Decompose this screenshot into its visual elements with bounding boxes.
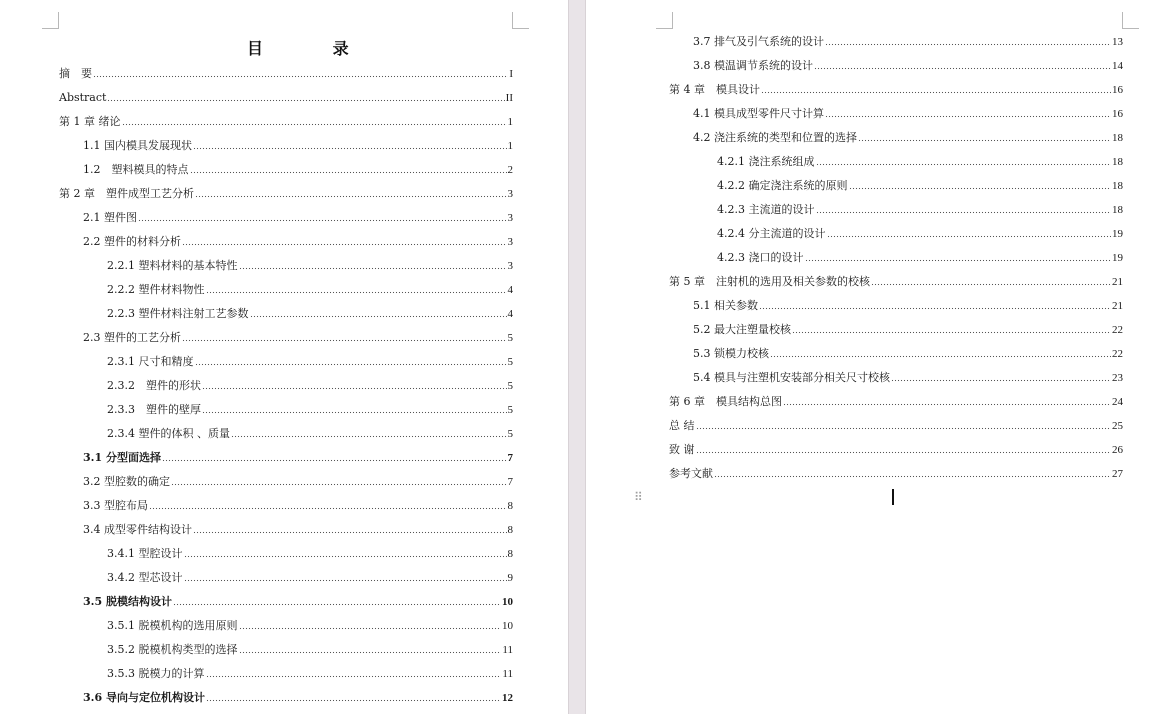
toc-entry-text: 4.2 浇注系统的类型和位置的选择 [693,131,857,144]
toc-entry-page-number: 18 [1112,156,1123,168]
toc-entry-page-number: 10 [502,596,513,608]
toc-entry-page-number: II [505,92,513,104]
toc-entry-page-number: 1 [507,116,513,128]
toc-entry[interactable] [669,275,1123,289]
toc-entry-page-number: 26 [1112,444,1123,456]
toc-entry[interactable] [107,427,513,441]
toc-leader-dots [825,110,1111,118]
toc-entry-text: 4.1 模具成型零件尺寸计算 [693,107,824,120]
toc-entry-text: 5.4 模具与注塑机安装部分相关尺寸校核 [693,371,890,384]
toc-entry-text: 第 2 章 塑件成型工艺分析 [59,187,194,200]
toc-leader-dots [195,190,507,198]
toc-leader-dots [93,70,508,78]
toc-leader-dots [239,262,507,270]
toc-entry-text: 3.3 型腔布局 [83,499,148,512]
toc-leader-dots [190,166,507,174]
toc-leader-dots [149,502,507,510]
toc-entry-page-number: 7 [507,476,513,488]
toc-entry[interactable] [107,547,513,561]
toc-entry[interactable] [83,139,513,153]
toc-leader-dots [783,398,1111,406]
toc-entry-text: 3.5.3 脱模力的计算 [107,667,205,680]
toc-leader-dots [162,454,507,462]
toc-leader-dots [714,470,1111,478]
toc-entry-text: 2.2.3 塑件材料注射工艺参数 [107,307,249,320]
toc-leader-dots [193,526,507,534]
document-page-left [0,0,568,714]
toc-entry-text: 2.3 塑件的工艺分析 [83,331,181,344]
toc-entry[interactable] [717,203,1123,217]
crop-mark-top-left [656,12,673,29]
toc-entry[interactable] [669,443,1123,457]
toc-entry-text: 1.2 塑料模具的特点 [83,163,189,176]
toc-leader-dots [171,478,507,486]
toc-entry-text: 3.4 成型零件结构设计 [83,523,192,536]
toc-entry[interactable] [669,419,1123,433]
toc-entry-page-number: 23 [1112,372,1123,384]
toc-entry[interactable] [107,643,513,657]
toc-entry[interactable] [83,235,513,249]
toc-entry-text: 致 谢 [669,443,695,456]
toc-entry-page-number: 8 [507,524,513,536]
toc-entry[interactable] [59,187,513,201]
toc-leader-dots [871,278,1111,286]
toc-entry[interactable] [717,179,1123,193]
toc-entry[interactable] [693,59,1123,73]
toc-entry-page-number: 19 [1112,228,1123,240]
toc-title: 目 录 [247,39,381,58]
toc-entry[interactable] [107,355,513,369]
toc-leader-dots [759,302,1111,310]
toc-entry-page-number: 11 [502,668,513,680]
toc-entry-text: 2.3.4 塑件的体积 、质量 [107,427,230,440]
toc-entry-page-number: 4 [507,308,513,320]
toc-entry[interactable] [83,499,513,513]
toc-entry-page-number: 27 [1112,468,1123,480]
toc-entry-page-number: 18 [1112,180,1123,192]
toc-entry[interactable] [83,523,513,537]
toc-entry[interactable] [693,371,1123,385]
toc-entry-page-number: 8 [507,500,513,512]
toc-entry-text: 2.3.2 塑件的形状 [107,379,201,392]
toc-entry[interactable] [693,347,1123,361]
toc-leader-dots [825,38,1111,46]
toc-entry-page-number: 16 [1112,84,1123,96]
toc-entry[interactable] [59,115,513,129]
toc-entry-text: 3.5.1 脱模机构的选用原则 [107,619,238,632]
toc-entry-page-number: 18 [1112,132,1123,144]
toc-entry-page-number: 21 [1112,300,1123,312]
toc-entry[interactable] [693,299,1123,313]
toc-entry-text: 3.8 模温调节系统的设计 [693,59,813,72]
toc-leader-dots [182,334,507,342]
toc-entry[interactable] [717,155,1123,169]
toc-leader-dots [761,86,1111,94]
toc-entry-text: 4.2.4 分主流道的设计 [717,227,826,240]
toc-entry[interactable] [83,475,513,489]
toc-entry-page-number: 5 [507,428,513,440]
toc-entry-text: 2.2 塑件的材料分析 [83,235,181,248]
toc-entry[interactable] [59,91,513,105]
toc-entry-page-number: 14 [1112,60,1123,72]
toc-entry-page-number: 3 [507,260,513,272]
toc-leader-dots [184,550,507,558]
toc-entry-text: 3.4.1 型腔设计 [107,547,183,560]
toc-entry[interactable] [669,467,1123,481]
toc-leader-dots [184,574,507,582]
toc-leader-dots [231,430,507,438]
toc-entry[interactable] [107,283,513,297]
toc-entry-page-number: 11 [502,644,513,656]
toc-entry-text: 第 6 章 模具结构总图 [669,395,782,408]
toc-entry-text: 第 1 章 绪论 [59,115,121,128]
toc-leader-dots [182,238,507,246]
toc-entry[interactable] [83,595,513,609]
crop-mark-top-right [512,12,529,29]
toc-entry-text: 5.1 相关参数 [693,299,758,312]
toc-entry-text: 5.2 最大注塑量校核 [693,323,791,336]
toc-entry-page-number: 19 [1112,252,1123,264]
toc-entry-page-number: 16 [1112,108,1123,120]
toc-leader-dots [202,406,507,414]
toc-entry[interactable] [693,323,1123,337]
toc-entry-page-number: 7 [507,452,513,464]
toc-entry-text: 第 4 章 模具设计 [669,83,760,96]
crop-mark-top-right [1122,12,1139,29]
toc-entry-text: 4.2.2 确定浇注系统的原则 [717,179,848,192]
toc-entry[interactable] [107,571,513,585]
toc-leader-dots [206,286,507,294]
toc-entry[interactable] [107,379,513,393]
toc-leader-dots [696,446,1112,454]
toc-leader-dots [250,310,507,318]
toc-entry-page-number: 12 [502,692,513,704]
toc-leader-dots [792,326,1111,334]
toc-leader-dots [827,230,1112,238]
toc-leader-dots [206,694,501,702]
page-gutter [568,0,586,714]
toc-entry-text: 3.4.2 型芯设计 [107,571,183,584]
toc-entry[interactable] [83,451,513,465]
drag-handle-icon[interactable]: ⠿ [634,490,643,504]
toc-entry-text: 参考文献 [669,467,713,480]
document-page-right [586,0,1149,714]
toc-entry-text: 摘 要 [59,67,92,80]
toc-leader-dots [891,374,1111,382]
toc-entry-text: 第 5 章 注射机的选用及相关参数的校核 [669,275,870,288]
toc-entry-page-number: 9 [507,572,513,584]
toc-entry[interactable] [693,131,1123,145]
toc-leader-dots [122,118,507,126]
toc-leader-dots [816,158,1112,166]
toc-leader-dots [195,358,507,366]
crop-mark-top-left [42,12,59,29]
toc-leader-dots [173,598,501,606]
toc-entry-page-number: 3 [507,236,513,248]
toc-entry-text: 4.2.3 主流道的设计 [717,203,815,216]
toc-entry-page-number: 3 [507,212,513,224]
toc-entry-text: 2.3.1 尺寸和精度 [107,355,194,368]
toc-entry-text: 3.1 分型面选择 [83,451,161,464]
toc-entry-page-number: 22 [1112,324,1123,336]
toc-entry[interactable] [107,619,513,633]
toc-entry-text: 2.1 塑件图 [83,211,137,224]
text-cursor [892,489,894,505]
toc-entry-text: 5.3 锁模力校核 [693,347,769,360]
toc-entry-text: 3.5.2 脱模机构类型的选择 [107,643,238,656]
toc-entry-text: 总 结 [669,419,695,432]
toc-entry-page-number: 25 [1112,420,1123,432]
toc-leader-dots [696,422,1112,430]
toc-entry-text: 3.5 脱模结构设计 [83,595,172,608]
toc-entry-page-number: 5 [507,332,513,344]
toc-entry[interactable] [107,259,513,273]
toc-entry-page-number: 13 [1112,36,1123,48]
toc-leader-dots [193,142,507,150]
toc-leader-dots [770,350,1111,358]
toc-leader-dots [849,182,1112,190]
toc-entry-text: 2.2.2 塑件材料物性 [107,283,205,296]
toc-entry-page-number: 1 [507,140,513,152]
toc-entry-page-number: 24 [1112,396,1123,408]
toc-entry[interactable] [83,331,513,345]
toc-leader-dots [805,254,1112,262]
toc-leader-dots [138,214,507,222]
toc-entry-page-number: 5 [507,356,513,368]
toc-entry-page-number: 3 [507,188,513,200]
toc-entry-text: 3.7 排气及引气系统的设计 [693,35,824,48]
toc-leader-dots [239,646,502,654]
toc-entry-page-number: 4 [507,284,513,296]
toc-entry-text: 4.2.3 浇口的设计 [717,251,804,264]
toc-entry-text: 4.2.1 浇注系统组成 [717,155,815,168]
toc-leader-dots [107,94,504,102]
toc-entry-text: 3.2 型腔数的确定 [83,475,170,488]
toc-entry[interactable] [107,403,513,417]
toc-entry[interactable] [693,35,1123,49]
toc-entry-page-number: 10 [502,620,513,632]
toc-leader-dots [206,670,502,678]
toc-leader-dots [814,62,1111,70]
toc-entry[interactable] [693,107,1123,121]
toc-entry-text: 3.6 导向与定位机构设计 [83,691,205,704]
toc-entry[interactable] [107,307,513,321]
toc-entry-text: 2.3.3 塑件的壁厚 [107,403,201,416]
toc-entry-page-number: 5 [507,404,513,416]
toc-entry-text: 2.2.1 塑料材料的基本特性 [107,259,238,272]
toc-entry-page-number: 2 [507,164,513,176]
toc-entry[interactable] [717,251,1123,265]
toc-entry[interactable] [669,395,1123,409]
toc-entry[interactable] [83,211,513,225]
toc-leader-dots [858,134,1111,142]
toc-entry-page-number: 8 [507,548,513,560]
toc-entry[interactable] [669,83,1123,97]
toc-entry-page-number: 22 [1112,348,1123,360]
toc-entry[interactable] [83,691,513,705]
toc-leader-dots [202,382,507,390]
toc-entry[interactable] [59,67,513,81]
toc-entry[interactable] [83,163,513,177]
toc-entry-text: Abstract [59,91,107,104]
toc-leader-dots [239,622,502,630]
toc-entry[interactable] [107,667,513,681]
toc-entry[interactable] [717,227,1123,241]
toc-leader-dots [816,206,1112,214]
toc-entry-page-number: I [509,68,513,80]
toc-entry-page-number: 18 [1112,204,1123,216]
toc-entry-page-number: 5 [507,380,513,392]
toc-entry-page-number: 21 [1112,276,1123,288]
toc-entry-text: 1.1 国内模具发展现状 [83,139,192,152]
